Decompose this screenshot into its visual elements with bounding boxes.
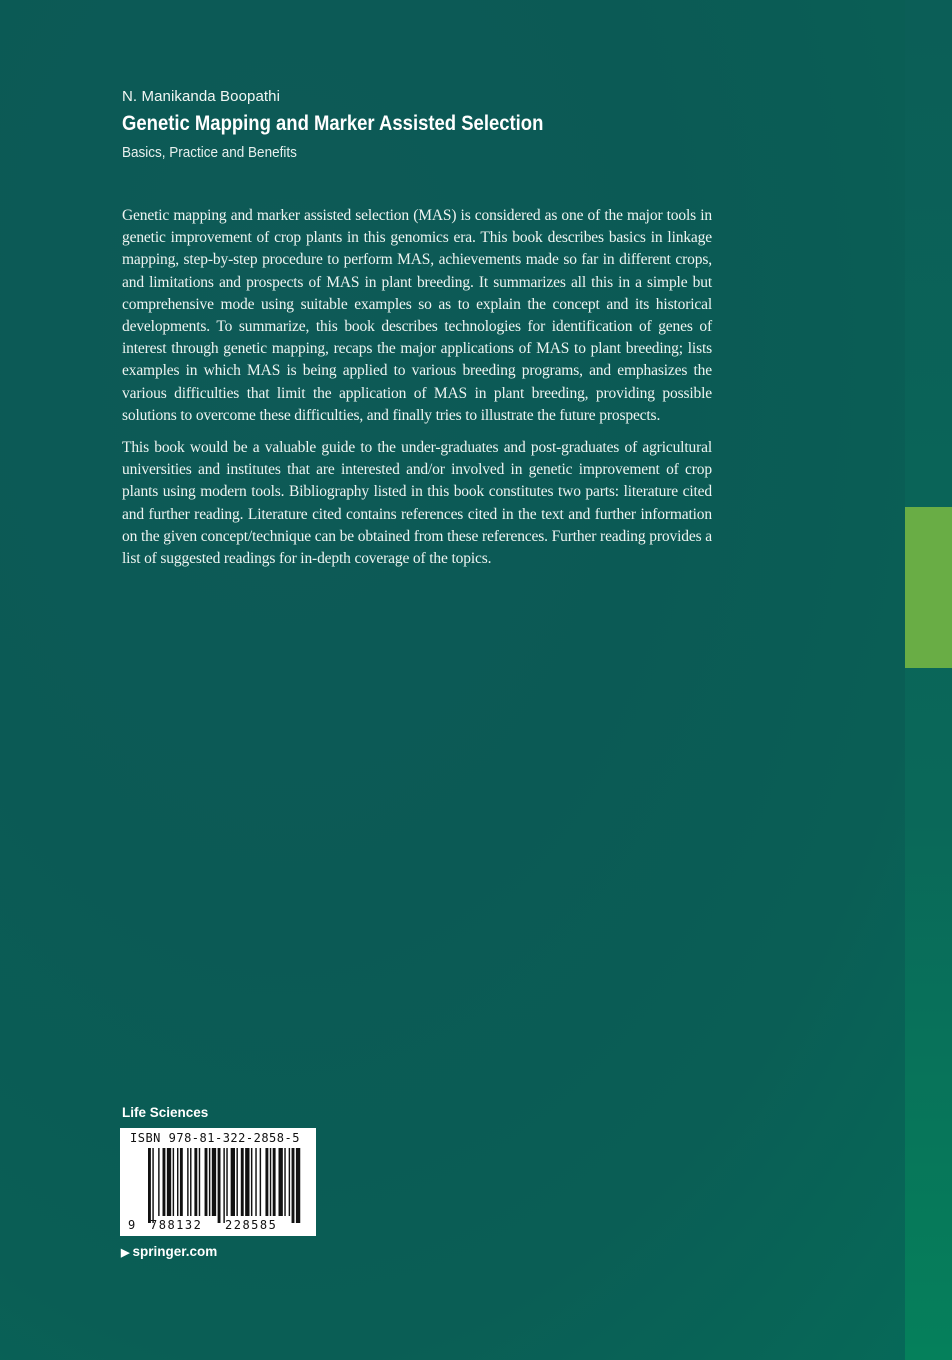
barcode-bar [180,1148,183,1216]
barcode-bar [265,1148,268,1216]
barcode-bar [223,1148,224,1223]
barcode-bar [199,1148,200,1216]
spine-accent-band [905,507,952,668]
description-paragraph-1: Genetic mapping and marker assisted selection (MAS) is considered as one of the major tools in genetic improvement of crop plants in this genomics era. This book describes basics in linkage mapping, step-by-step procedure to perform MAS, achievements made so far in different crops, and limitations and prospects of MAS in plant breeding. It summarizes all this in a simple but comprehensive mode using suitable examples so as to explain the concept and its historical developments. To summarize, this book describes technologies for identification of genes of interest through genetic mapping, recaps the major applications of MAS to plant breeding; lists examples in which MAS is being applied to various breeding programs, and emphasizes the various difficulties that limit the application of MAS in plant breeding, providing possible solutions to overcome these difficulties, and finally tries to illustrate the future prospects. [122,207,712,424]
barcode-bar [209,1148,210,1216]
barcode-bar [296,1148,300,1223]
barcode-bar [270,1148,271,1216]
isbn-label: ISBN 978-81-322-2858-5 [130,1131,300,1145]
publisher-link[interactable] [121,1244,217,1259]
barcode-bar [173,1148,174,1216]
description-paragraph-2: This book would be a valuable guide to the under-graduates and post-graduates of agricultural universities and institutes that are interested and/or involved in genetic improvement of crop plants using modern tools. Bibliography listed in this book constitutes two parts: literature cited and further reading. Literature cited contains references cited in the text and further information on the given concept/technique can be obtained from these references. Further reading provides a list of suggested readings for in-depth coverage of the topics. [122,439,712,568]
barcode-bar [190,1148,191,1216]
barcode-bar [177,1148,178,1216]
book-title: Genetic Mapping and Marker Assisted Selection [122,112,544,135]
barcode-bar [194,1148,197,1216]
barcode-bar [163,1148,166,1216]
barcode-bar [187,1148,188,1216]
barcode-bar [152,1148,153,1223]
spine-edge-strip [905,0,952,1360]
barcode-bar [279,1148,283,1216]
barcode-bar [251,1148,252,1216]
book-subtitle: Basics, Practice and Benefits [122,144,297,161]
ean-first-digit: 9 [128,1218,136,1232]
barcode-bar [289,1148,290,1216]
barcode-bar [260,1148,261,1216]
publisher-link-text: springer.com [132,1244,218,1259]
barcode-bar [212,1148,216,1216]
barcode-bar [218,1148,221,1223]
barcode-bar [231,1148,235,1216]
triangle-right-icon: ▶ [121,1247,130,1259]
barcode-bar [148,1148,151,1223]
author-name: N. Manikanda Boopathi [122,88,281,105]
barcode-bar [241,1148,244,1216]
book-description [122,205,712,580]
barcode-bar [236,1148,237,1216]
subject-category: Life Sciences [122,1105,209,1120]
barcode-bar [255,1148,256,1216]
barcode-bar [205,1148,208,1216]
isbn-barcode [120,1128,316,1236]
barcode-bar [158,1148,159,1216]
barcode-bar [167,1148,171,1216]
ean-left-digits: 788132 [150,1218,203,1232]
barcode-bar [284,1148,285,1216]
barcode-bar [245,1148,249,1216]
barcode-bar [273,1148,276,1216]
ean-right-digits: 228585 [225,1218,278,1232]
barcode-bar [292,1148,295,1223]
barcode-bar [226,1148,227,1216]
